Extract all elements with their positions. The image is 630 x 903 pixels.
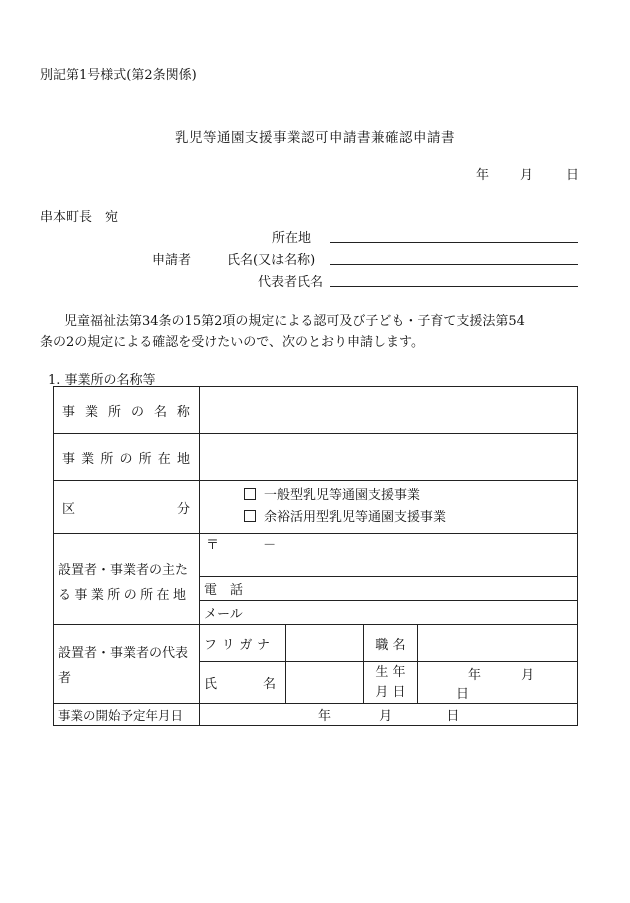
name-label: 氏 名	[200, 662, 286, 704]
category-options	[200, 481, 578, 534]
postal-mark: 〒	[206, 538, 220, 553]
phone-field[interactable]	[200, 577, 578, 601]
body-text-line1: 児童福祉法第34条の15第2項の規定による認可及び子ども・子育て支援法第54	[64, 314, 525, 329]
date-year: 年	[476, 168, 490, 183]
applicant-rep-label: 代表者氏名	[258, 275, 324, 290]
applicant-name-label: 氏名(又は名称)	[227, 253, 316, 268]
addressee: 串本町長 宛	[40, 210, 119, 225]
applicant-address-label: 所在地	[272, 231, 312, 246]
table-row	[54, 534, 578, 577]
birthdate-field[interactable]: 年 月 日	[418, 662, 578, 704]
furigana-field[interactable]	[286, 625, 364, 662]
applicant-address-field[interactable]	[330, 242, 578, 243]
start-date-field[interactable]: 年 月 日	[200, 704, 578, 726]
postal-dash: －	[263, 538, 277, 553]
category-label: 区 分	[54, 481, 200, 534]
category-option-surplus[interactable]: 余裕活用型乳児等通園支援事業	[244, 507, 573, 529]
office-name-label: 事 業 所 の 名 称	[54, 387, 200, 434]
email-field[interactable]	[200, 601, 578, 625]
office-address-label: 事 業 所 の 所 在 地	[54, 434, 200, 481]
document-title: 乳児等通園支援事業認可申請書兼確認申請書	[175, 130, 455, 146]
representative-label: 設置者・事業者の代表 者	[54, 625, 200, 704]
table-row	[54, 387, 578, 434]
section1-heading: 1. 事業所の名称等	[48, 373, 156, 388]
rep-name-field[interactable]	[286, 662, 364, 704]
form-reference: 別記第1号様式(第2条関係)	[40, 68, 197, 83]
position-field[interactable]	[418, 625, 578, 662]
applicant-name-field[interactable]	[330, 264, 578, 265]
date-day: 日	[566, 168, 580, 183]
founder-address-label: 設置者・事業者の主た る 事 業 所 の 所 在 地	[54, 534, 200, 625]
start-date-label: 事業の開始予定年月日	[54, 704, 200, 726]
checkbox-icon[interactable]	[244, 488, 256, 500]
application-table	[53, 386, 578, 726]
table-row	[54, 704, 578, 726]
body-text-line2: 条の2の規定による確認を受けたいので、次のとおり申請します。	[40, 335, 424, 350]
checkbox-icon[interactable]	[244, 510, 256, 522]
category-option-general[interactable]: 一般型乳児等通園支援事業	[244, 485, 573, 507]
phone-label: 電 話	[204, 583, 244, 598]
postal-address-field[interactable]	[200, 534, 578, 577]
birthdate-label: 生 年 月 日	[364, 662, 418, 704]
office-address-field[interactable]	[200, 434, 578, 481]
office-name-field[interactable]	[200, 387, 578, 434]
furigana-label: フ リ ガ ナ	[200, 625, 286, 662]
position-label: 職 名	[364, 625, 418, 662]
table-row	[54, 625, 578, 662]
applicant-label: 申請者	[152, 253, 192, 268]
date-month: 月	[520, 168, 534, 183]
email-label: メール	[204, 607, 243, 622]
table-row	[54, 434, 578, 481]
applicant-rep-field[interactable]	[330, 286, 578, 287]
table-row	[54, 481, 578, 534]
